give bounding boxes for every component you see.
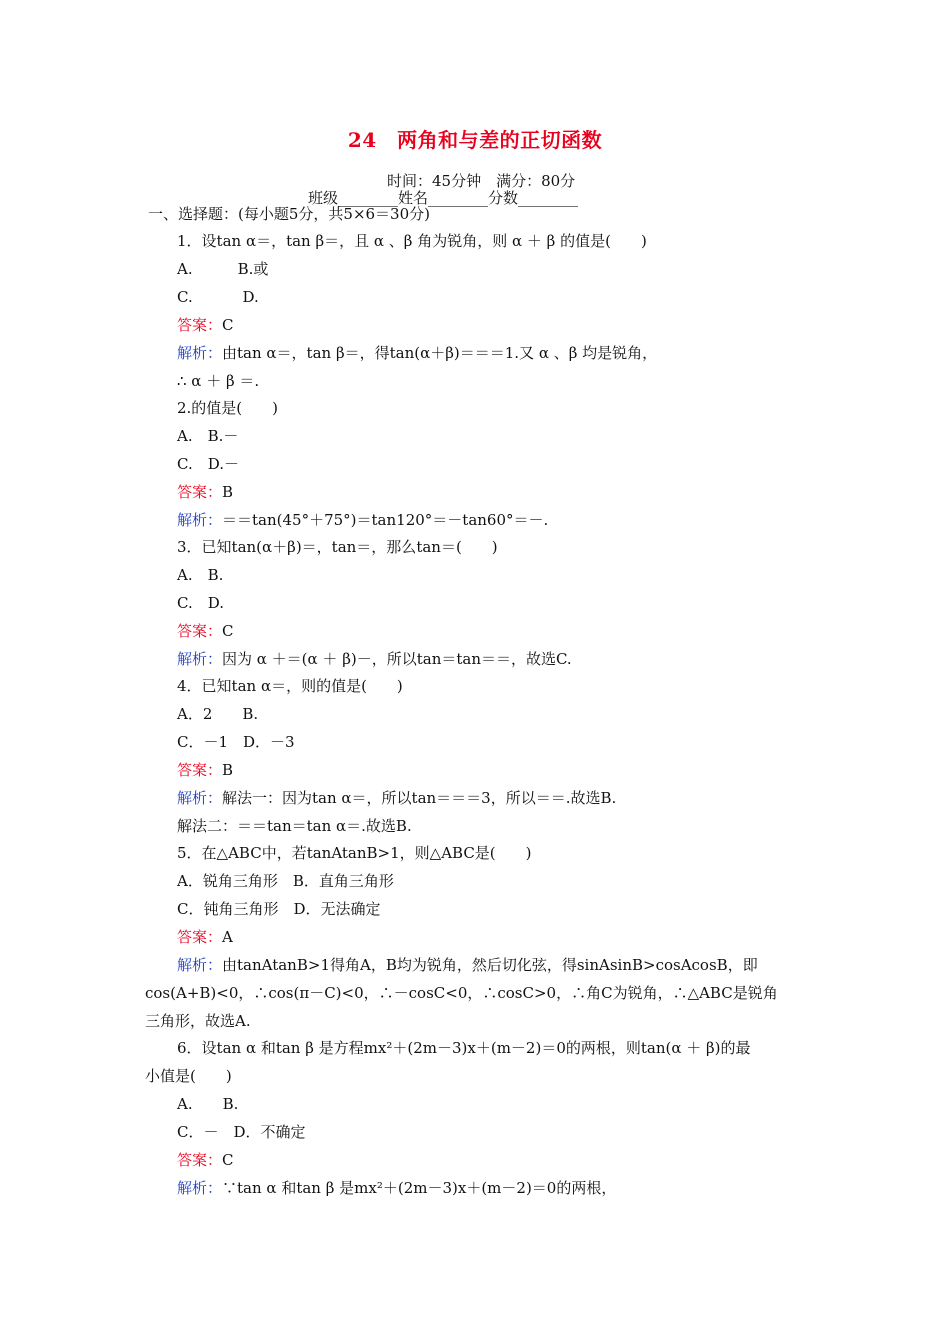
question-6-line2: 小值是( ) <box>145 1067 232 1085</box>
question-1: 1．设tan α＝，tan β＝，且 α 、β 角为锐角，则 α ＋ β 的值是( ) <box>177 232 647 250</box>
answer-value: C <box>222 1151 234 1169</box>
analysis-label: 解析： <box>177 1179 223 1197</box>
student-fields-line: 班级________姓名________分数________ <box>308 189 579 207</box>
analysis-text: ∵tan α 和tan β 是mx²＋(2m－3)x＋(m－2)＝0的两根， <box>222 1179 617 1197</box>
question-5-analysis-line3: 三角形，故选A. <box>145 1012 251 1030</box>
question-6-options-cd: C．－ D．不确定 <box>177 1123 306 1141</box>
analysis-label: 解析： <box>177 344 223 362</box>
analysis-label: 解析： <box>177 650 223 668</box>
answer-value: C <box>222 622 234 640</box>
answer-label: 答案： <box>177 316 223 334</box>
answer-value: C <box>222 316 234 334</box>
question-3-answer <box>177 621 234 641</box>
question-2-options-cd: C. D.－ <box>177 455 239 473</box>
analysis-text: ＝＝tan(45°＋75°)＝tan120°＝－tan60°＝－. <box>222 511 549 529</box>
question-5-options-ab: A．锐角三角形 B．直角三角形 <box>177 872 394 890</box>
analysis-text: 因为 α ＋＝(α ＋ β)－，所以tan＝tan＝＝，故选C. <box>222 650 572 668</box>
question-3-options-ab: A. B. <box>177 566 224 584</box>
question-6-answer <box>177 1150 234 1170</box>
answer-label: 答案： <box>177 483 223 501</box>
time-score-line: 时间：45分钟 满分：80分 <box>387 172 576 190</box>
answer-label: 答案： <box>177 622 223 640</box>
question-4-options-cd: C．－1 D．－3 <box>177 733 295 751</box>
page-title: 24 两角和与差的正切函数 <box>347 128 603 152</box>
analysis-text: 解法一：因为tan α＝，所以tan＝＝＝3，所以＝＝.故选B. <box>222 789 617 807</box>
question-5-options-cd: C．钝角三角形 D．无法确定 <box>177 900 381 918</box>
question-6-analysis <box>177 1178 616 1198</box>
question-1-options-cd: C. D. <box>177 288 259 306</box>
question-1-analysis-line2: ∴ α ＋ β ＝. <box>177 372 260 390</box>
question-6-options-ab: A. B. <box>177 1095 239 1113</box>
analysis-label: 解析： <box>177 956 223 974</box>
analysis-label: 解析： <box>177 511 223 529</box>
question-2-answer <box>177 482 233 502</box>
question-5: 5．在△ABC中，若tanAtanB>1，则△ABC是( ) <box>177 844 532 862</box>
question-2: 2.的值是( ) <box>177 399 279 417</box>
answer-label: 答案： <box>177 761 223 779</box>
answer-value: B <box>222 761 234 779</box>
answer-label: 答案： <box>177 928 223 946</box>
question-1-options-ab: A. B.或 <box>177 260 269 278</box>
question-4-options-ab: A．2 B. <box>177 705 259 723</box>
answer-label: 答案： <box>177 1151 223 1169</box>
question-1-analysis <box>177 343 657 363</box>
question-3-options-cd: C. D. <box>177 594 224 612</box>
question-4-answer <box>177 760 233 780</box>
question-5-answer <box>177 927 233 947</box>
question-6: 6．设tan α 和tan β 是方程mx²＋(2m－3)x＋(m－2)＝0的两根，则tan(α ＋ β)的最 <box>177 1039 751 1057</box>
analysis-label: 解析： <box>177 789 223 807</box>
question-2-analysis <box>177 510 548 530</box>
question-3: 3．已知tan(α＋β)＝，tan＝，那么tan＝( ) <box>177 538 498 556</box>
answer-value: A <box>222 928 233 946</box>
question-2-options-ab: A. B.－ <box>177 427 239 445</box>
question-4-analysis <box>177 788 616 808</box>
section-header: 一、选择题：(每小题5分，共5×6＝30分) <box>148 205 430 223</box>
question-5-analysis-line2: cos(A+B)<0，∴cos(π－C)<0，∴－cosC<0，∴cosC>0，∴角C为锐角，∴△ABC是锐角 <box>145 984 778 1002</box>
analysis-text: 由tanAtanB>1得角A，B均为锐角，然后切化弦，得sinAsinB>cosAcosB，即 <box>222 956 758 974</box>
question-4: 4．已知tan α＝，则的值是( ) <box>177 677 403 695</box>
question-1-answer <box>177 315 234 335</box>
question-4-analysis-line2: 解法二：＝＝tan＝tan α＝.故选B. <box>177 817 412 835</box>
analysis-text: 由tan α＝，tan β＝，得tan(α＋β)＝＝＝1.又 α 、β 均是锐角， <box>222 344 658 362</box>
answer-value: B <box>222 483 234 501</box>
question-3-analysis <box>177 649 572 669</box>
question-5-analysis <box>177 955 758 975</box>
